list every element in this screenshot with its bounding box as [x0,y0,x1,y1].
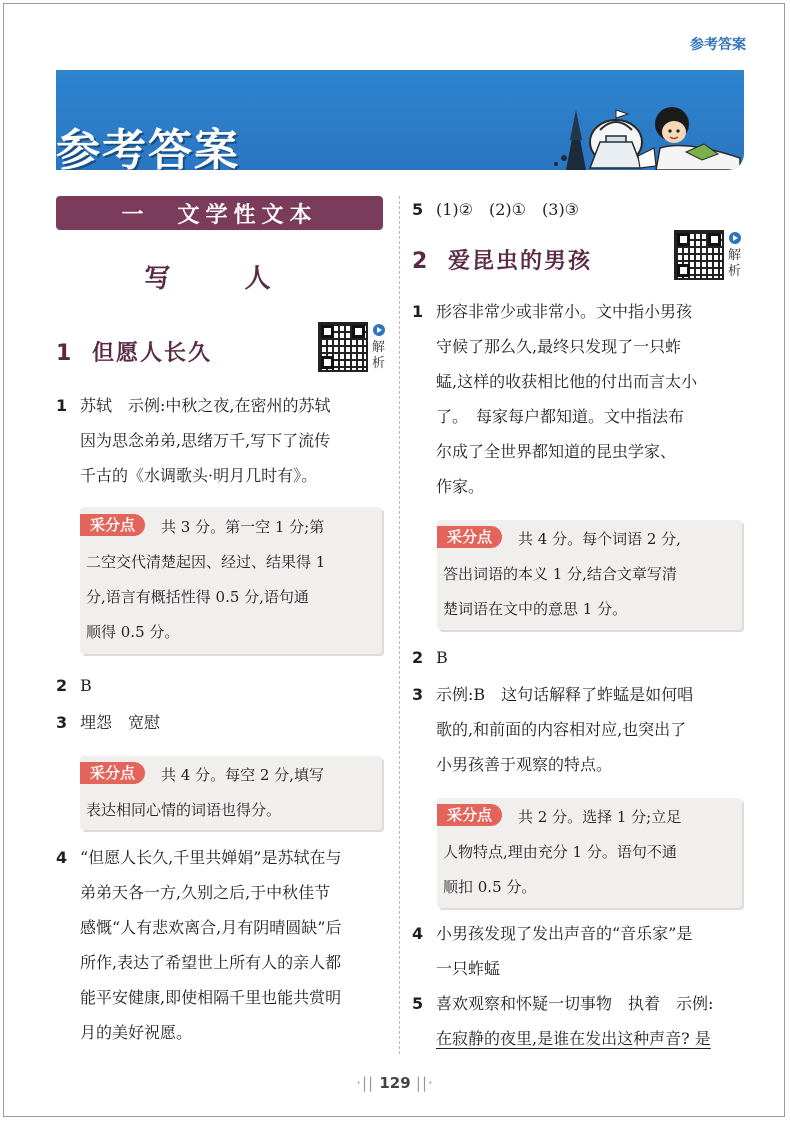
boy-reading-illustration [504,70,744,170]
scoring-note: 采分点 共 4 分。每空 2 分,填写 表达相同心情的词语也得分。 [80,756,382,830]
banner-title: 参考答案 [56,125,240,170]
scoring-note: 采分点 共 4 分。每个词语 2 分, 答出词语的本义 1 分,结合文章写清 楚词语在文中的意思 1 分。 [437,520,742,630]
qr-label: 解 析 [372,340,386,371]
qr-label: 解 析 [728,248,742,279]
qr-code[interactable] [674,230,724,280]
column-divider [399,196,400,1054]
scoring-note: 采分点 共 3 分。第一空 1 分;第 二空交代清楚起因、经过、结果得 1 分,语言有概括性得 0.5 分,语句通 顺得 0.5 分。 [80,507,382,654]
scoring-note: 采分点 共 2 分。选择 1 分;立足 人物特点,理由充分 1 分。语句不通 顺扣 0.5 分。 [437,798,742,908]
lesson-number: 1 [56,341,74,366]
score-tag: 采分点 [80,514,145,536]
running-head: 参考答案 [690,37,746,53]
score-tag: 采分点 [80,762,145,784]
header-banner [56,70,744,170]
score-tag: 采分点 [437,526,502,548]
lesson-title: 爱昆虫的男孩 [448,249,593,274]
lesson-1-heading [56,336,212,367]
page-number: ·|| 129 ||· [356,1074,434,1092]
subsection-heading: 写 人 [144,264,295,294]
section-heading: 一 文学性文本 [56,196,383,230]
qr-code[interactable] [318,322,368,372]
play-icon [729,232,741,244]
lesson-2-heading [412,244,592,275]
answer-number: 1 [56,396,68,415]
play-icon [373,324,385,336]
score-tag: 采分点 [437,804,502,826]
lesson-title: 但愿人长久 [92,341,213,366]
lesson-number: 2 [412,249,430,274]
